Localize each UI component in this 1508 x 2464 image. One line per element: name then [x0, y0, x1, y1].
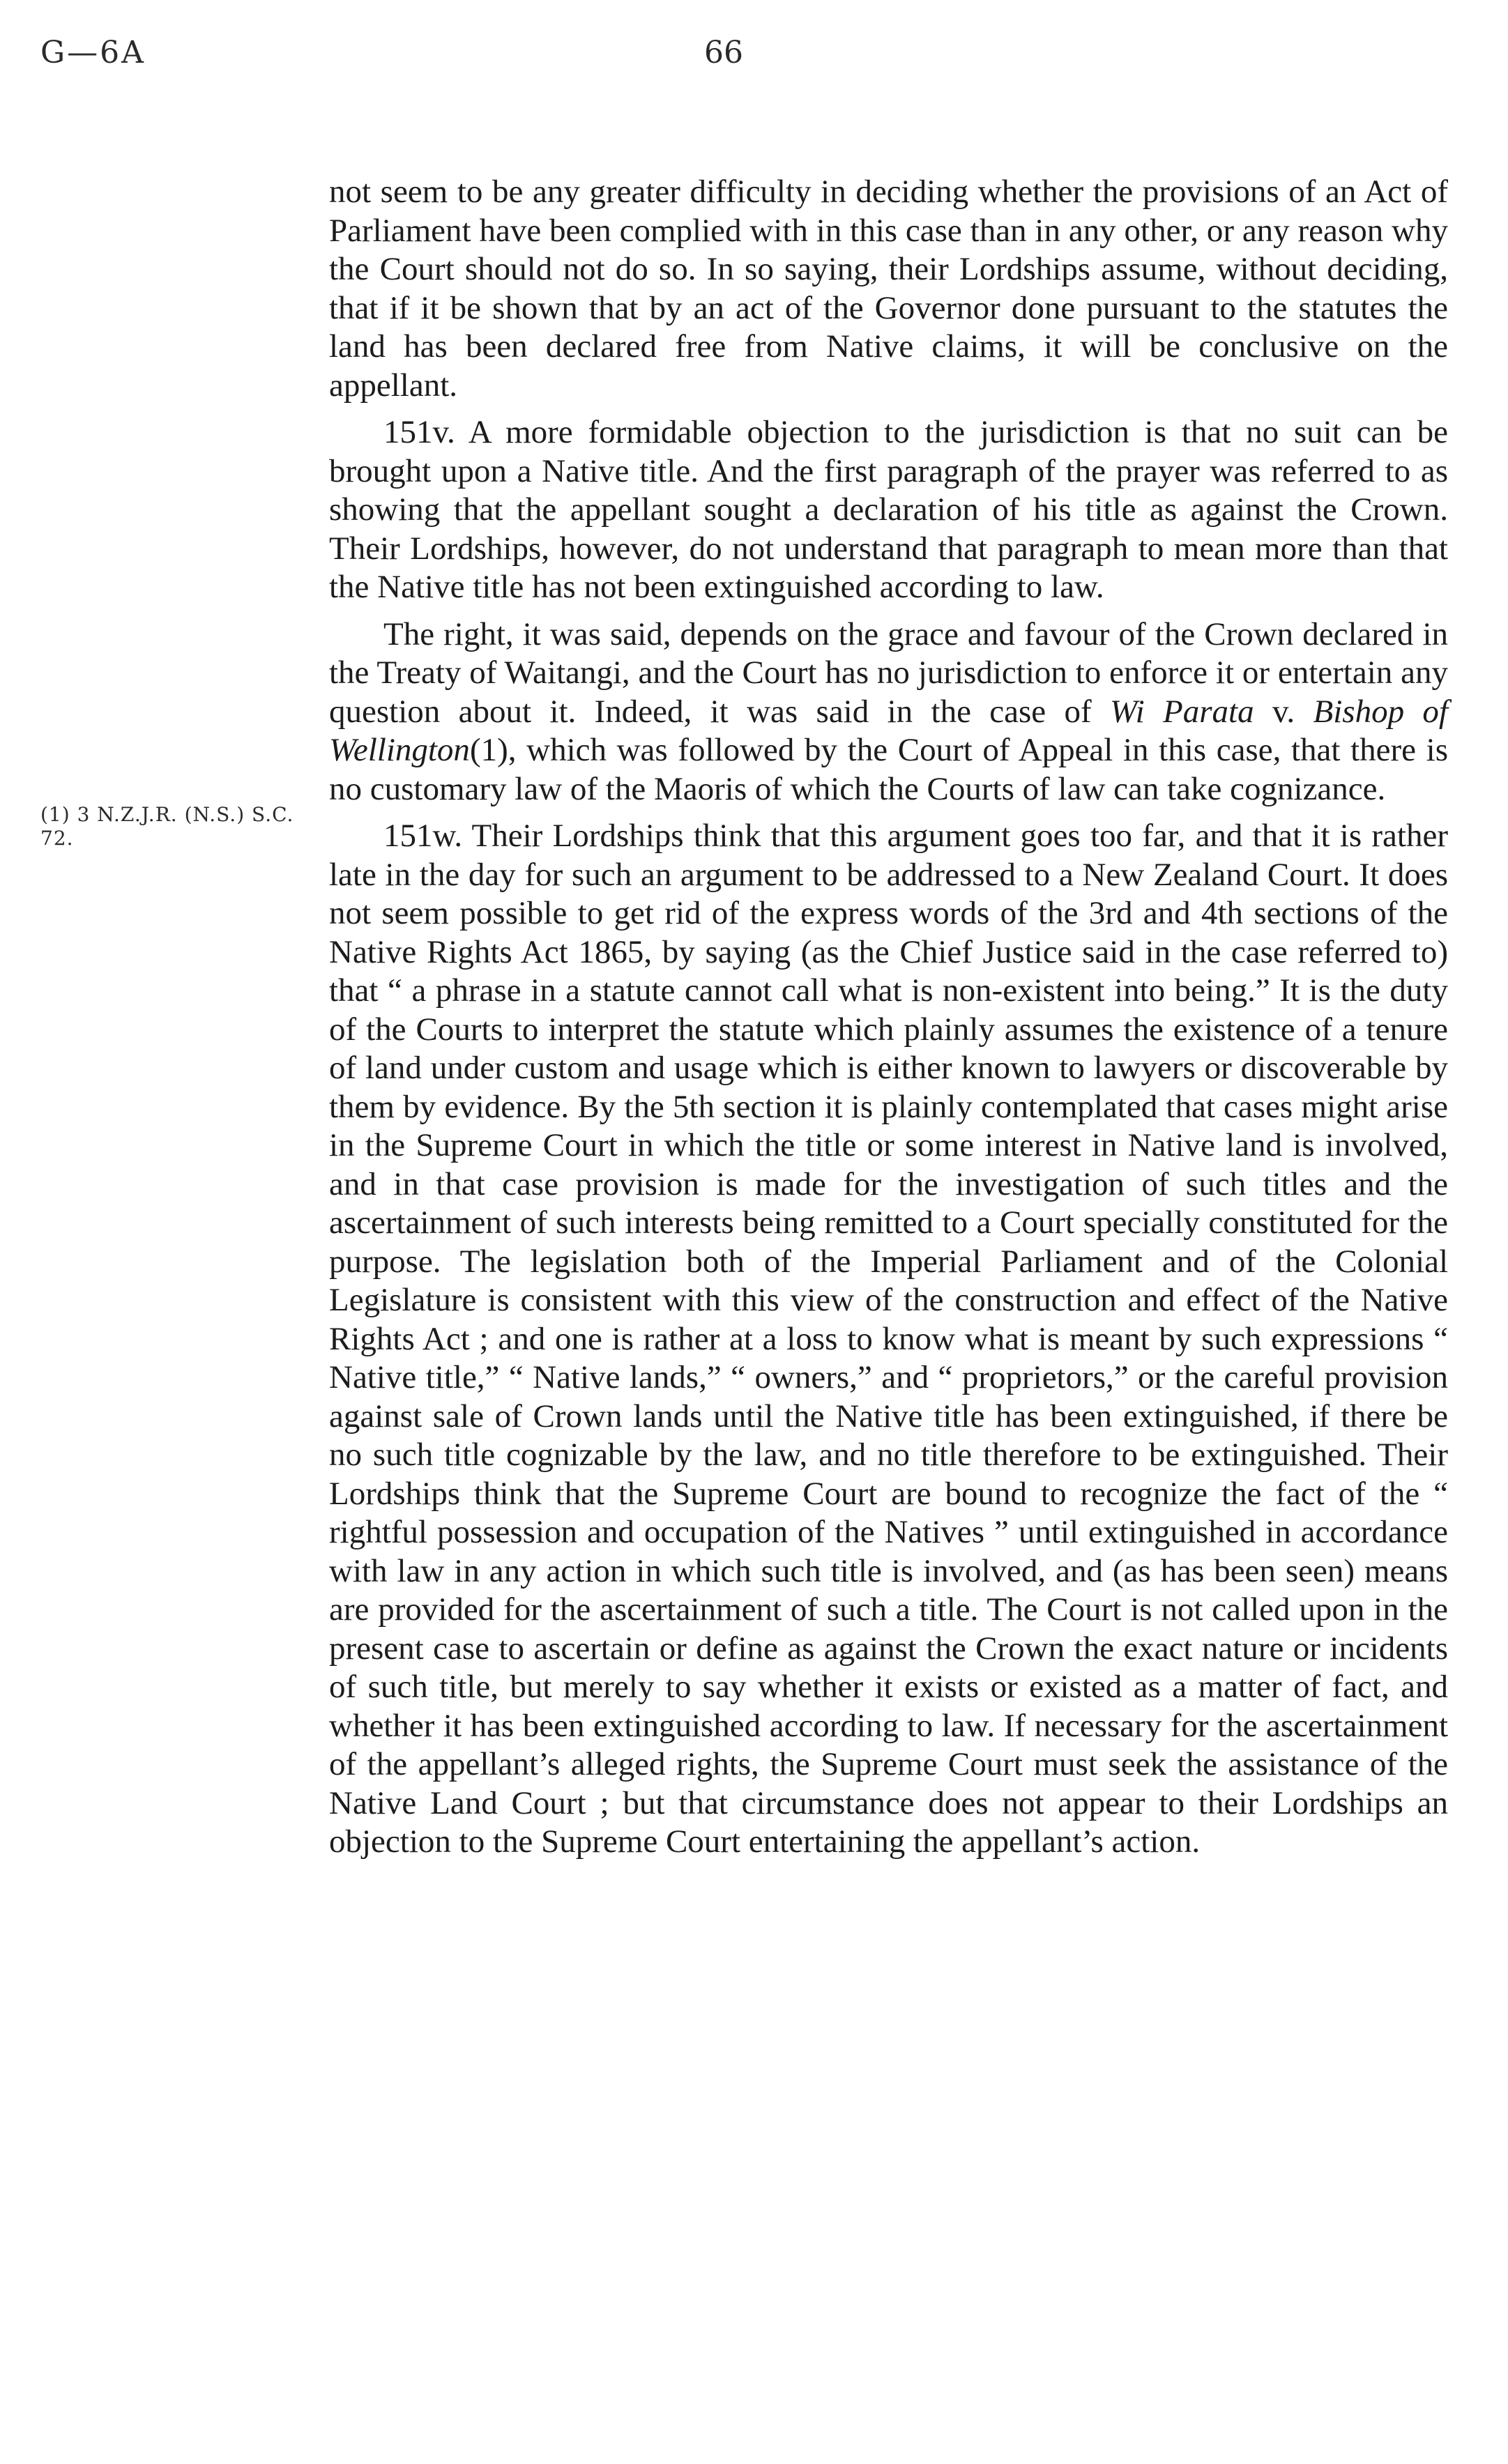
paragraph-151w: 151w. Their Lordships think that this argument goes too far, and that it is rather late in the day for such an argument to be addressed to a New Zealand Court. It does not seem possible to get rid of the express words of the 3rd and 4th sections of the Native Rights Act 1865, by saying (as the Chief Justice said in the case referred to) that “ a phrase in a statute cannot call what is non-existent into being.” It is the duty of the Courts to interpret the statute which plainly assumes the existence of a tenure of land under custom and usage which is either known to lawyers or discoverable by them by evidence. By the 5th section it is plainly contemplated that cases might arise in the Supreme Court in which the title or some interest in Native land is involved, and in that case provision is made for the investigation of such titles and the ascertainment of such interests being remitted to a Court specially constituted for the purpose. The legislation both of the Imperial Parliament and of the Colonial Legislature is consistent with this view of the construction and effect of the Native Rights Act ; and one is rather at a loss to know what is meant by such expressions “ Native title,” “ Native lands,” “ owners,” and “ proprietors,” or the careful provision against sale of Crown lands until the Native title has been extinguished, if there be no such title cognizable by the law, and no title therefore to be extinguished. Their Lordships think that the Supreme Court are bound to recognize the fact of the “ rightful possession and occupation of the Natives ” until extinguished in accordance with law in any action in which such title is involved, and (as has been seen) means are provided for the ascertainment of such a title. The Court is not called upon in the present case to ascertain or define as against the Crown the exact nature or incidents of such title, but merely to say whether it exists or existed as a matter of fact, and whether it has been extinguished according to law. If necessary for the ascertainment of the appellant’s alleged rights, the Supreme Court must seek the assistance of the Native Land Court ; but that circumstance does not appear to their Lordships an objection to the Supreme Court entertaining the appellant’s action. [329, 818, 1448, 1860]
document-reference: G—6A [40, 35, 146, 70]
paragraph-text-end: (1), which was followed by the Court of Appeal in this case, that there is no customary law of the Maoris of which the Courts of law can take cognizance. [329, 732, 1448, 807]
margin-citation-note: (1) 3 N.Z.J.R. (N.S.) S.C. 72. [40, 803, 294, 850]
case-versus: v. [1254, 693, 1313, 730]
paragraph-text-start: The right, it was said, depends on the grace and favour of the Crown declared in the Treaty of Waitangi, and the Court has no jurisdiction to enforce it or entertain any question about it. Indeed, it was said in the case of [329, 615, 1448, 730]
case-party-wi-parata: Wi Parata [1110, 693, 1254, 730]
case-party-bishop: Bishop of Wellington [329, 693, 1448, 768]
page-header [0, 35, 1508, 91]
body-text [329, 173, 1448, 1870]
page-number: 66 [704, 35, 743, 70]
paragraph-grace-and-favour [329, 615, 1448, 809]
paragraph-continuation: not seem to be any greater difficulty in deciding whether the provisions of an Act of Parliament have been complied with in this case than in any other, or any reason why the Court should not do so. In so saying, their Lordships assume, without deciding, that if it be shown that by an act of the Governor done pursuant to the statutes the land has been declared free from Native claims, it will be conclusive on the appellant. [329, 174, 1448, 404]
paragraph-151v: 151v. A more formidable objection to the jurisdiction is that no suit can be brought upon a Native title. And the first paragraph of the prayer was referred to as showing that the appellant sought a declaration of his title as against the Crown. Their Lordships, however, do not understand that paragraph to mean more than that the Native title has not been extinguished according to law. [329, 414, 1448, 605]
